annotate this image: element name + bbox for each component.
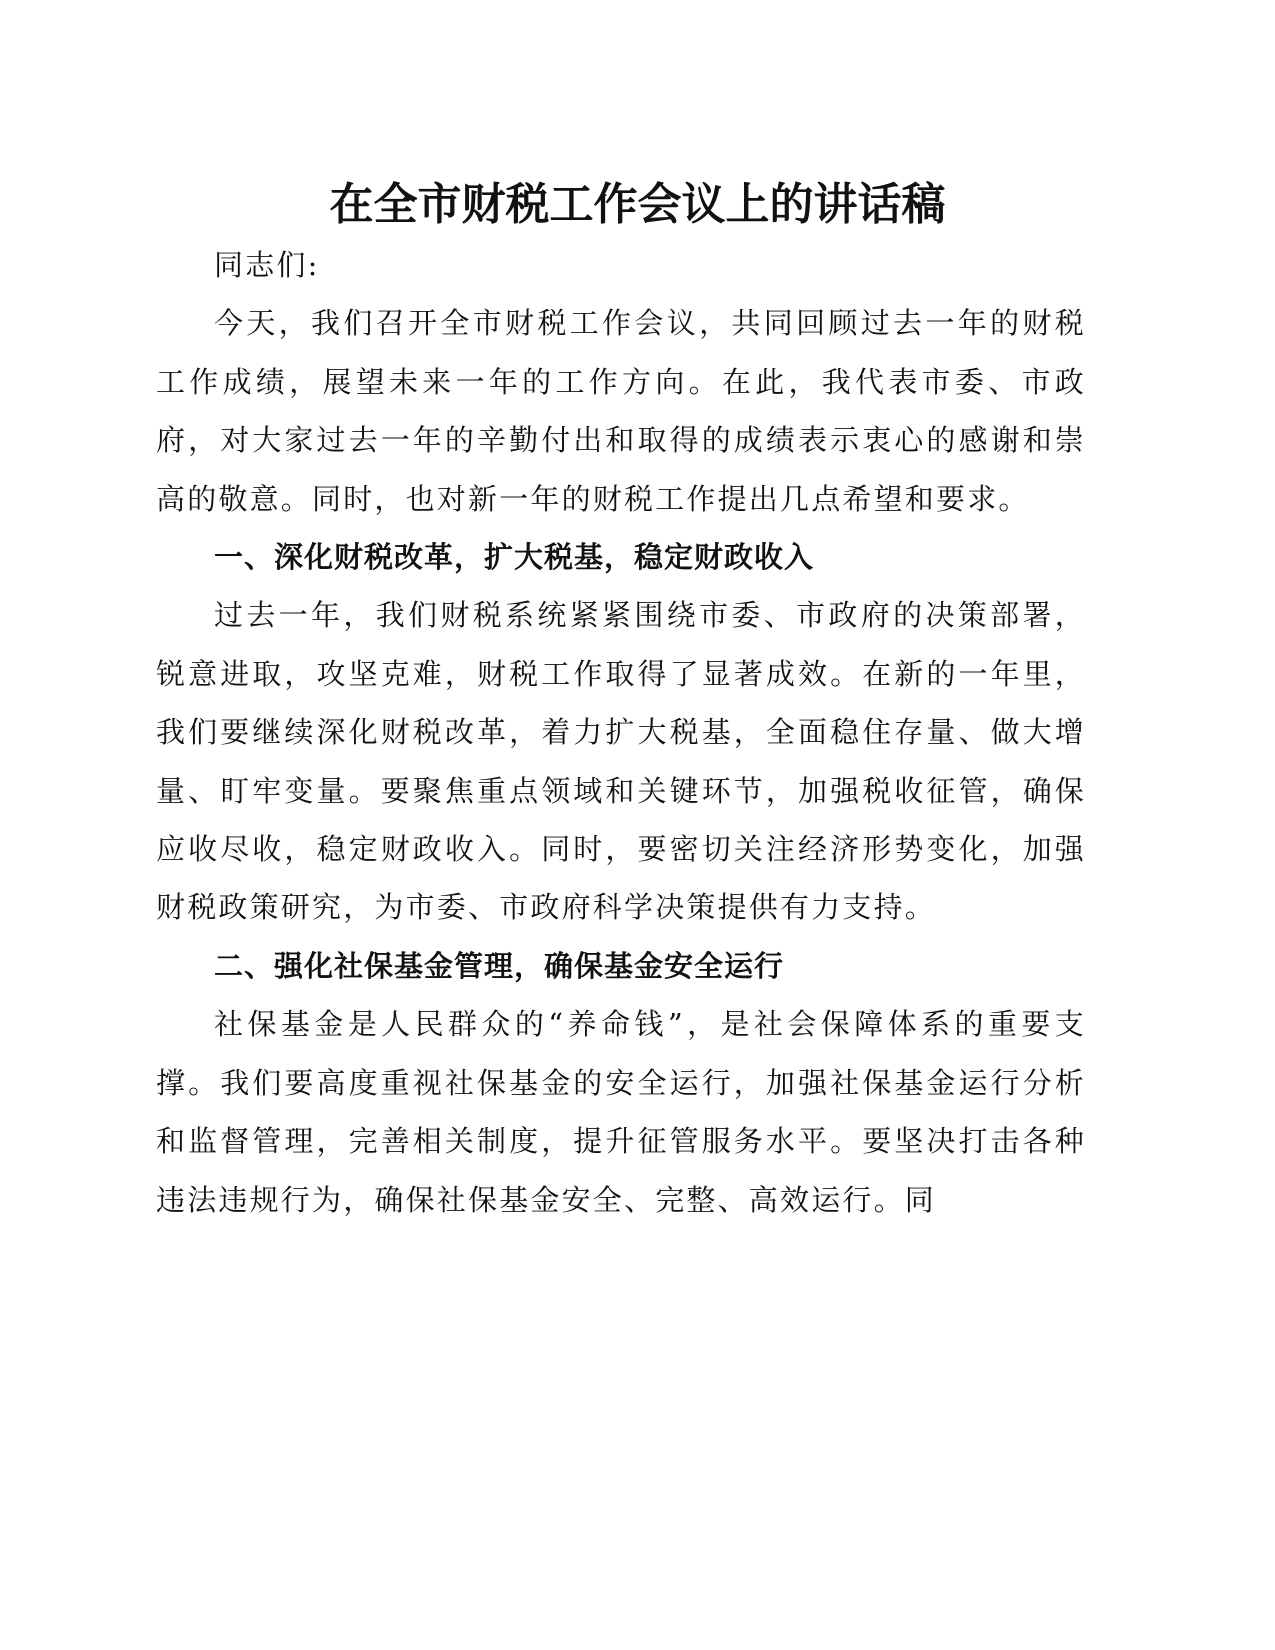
salutation: 同志们: <box>214 248 320 282</box>
section-paragraph-2: 社保基金是人民群众的“养命钱”，是社会保障体系的重要支撑。我们要高度重视社保基金的安全运行，加强社保基金运行分析和监督管理，完善相关制度，提升征管服务水平。要坚决打击各种违法违规行为，确保社保基金安全、完整、高效运行。同 <box>156 1007 1086 1217</box>
document-body <box>156 236 1086 1229</box>
section-paragraph-1: 过去一年，我们财税系统紧紧围绕市委、市政府的决策部署，锐意进取，攻坚克难，财税工作取得了显著成效。在新的一年里，我们要继续深化财税改革，着力扩大税基，全面稳住存量、做大增量、盯牢变量。要聚焦重点领域和关键环节，加强税收征管，确保应收尽收，稳定财政收入。同时，要密切关注经济形势变化，加强财税政策研究，为市委、市政府科学决策提供有力支持。 <box>156 598 1086 925</box>
section-heading-2: 二、强化社保基金管理，确保基金安全运行 <box>214 948 785 983</box>
section-heading-1: 一、深化财税改革，扩大税基，稳定财政收入 <box>214 540 815 575</box>
intro-paragraph: 今天，我们召开全市财税工作会议，共同回顾过去一年的财税工作成绩，展望未来一年的工作方向。在此，我代表市委、市政府，对大家过去一年的辛勤付出和取得的成绩表示衷心的感谢和崇高的敬意。同时，也对新一年的财税工作提出几点希望和要求。 <box>156 306 1086 516</box>
document-title: 在全市财税工作会议上的讲话稿 <box>329 179 946 230</box>
